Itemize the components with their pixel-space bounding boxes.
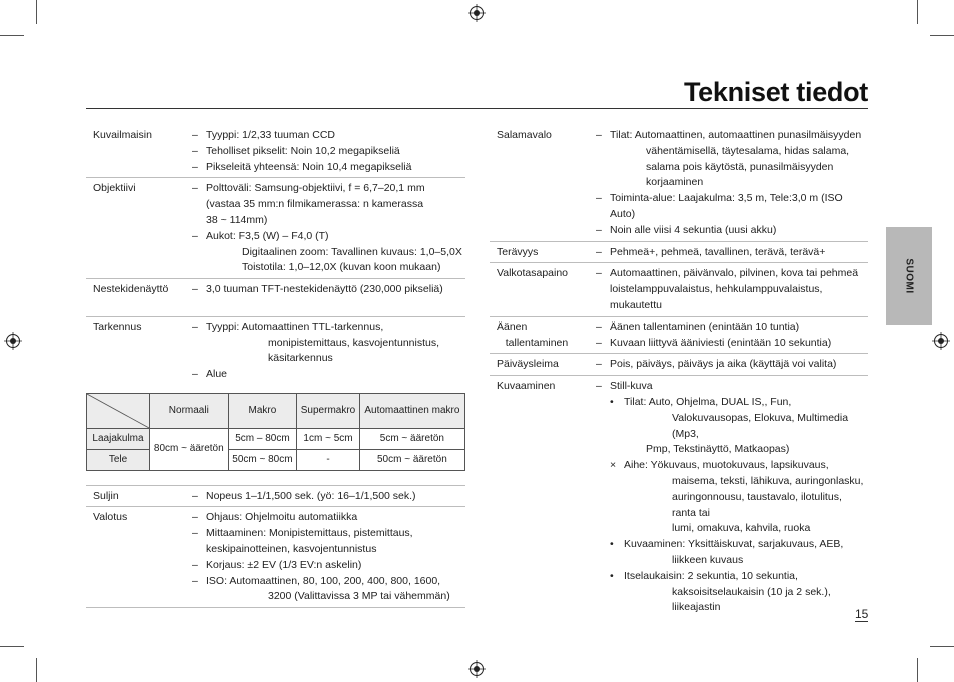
cell-normal-range: 80cm ~ ääretön [150,428,229,470]
spec-values [192,282,465,314]
side-tab-label: SUOMI [903,258,915,294]
list-marker [632,442,646,458]
list-marker: • [610,569,614,582]
spec-text: loistelamppuvalaistus, hehkulamppuvalaistus, [610,283,823,296]
list-marker: – [596,245,602,258]
spec-text: Automaattinen, päivänvalo, pilvinen, kova tai pehmeä [610,267,859,280]
list-marker: • [610,395,614,408]
spec-text: Pois, päiväys, päiväys ja aika (käyttäjä voi valita) [610,358,837,371]
spec-label: Suljin [93,489,119,502]
spec-line [596,191,868,207]
spec-line [596,357,868,373]
spec-text: Still-kuva [610,380,653,393]
spec-label: Terävyys [497,245,539,258]
spec-text: Tilat: Auto, Ohjelma, DUAL IS,, Fun, [624,395,792,408]
spec-line [596,379,868,395]
spec-values [192,320,465,383]
cell-tele-macro: 50cm ~ 80cm [228,449,297,470]
list-marker [254,336,268,352]
spec-line [192,128,465,144]
list-marker: – [596,336,602,349]
spec-text [206,298,209,314]
spec-line [596,207,868,223]
spec-line [596,266,868,282]
spec-text: keskipainotteinen, kasvojentunnistus [206,542,377,555]
crop-mark [930,646,954,647]
spec-text: Pikseleitä yhteensä: Noin 10,4 megapikseliä [206,160,412,173]
left-spec-rows-2 [86,485,465,609]
spec-row [490,354,868,376]
spec-values [596,357,868,373]
spec-label: Päiväysleima [497,358,559,371]
spec-line [192,589,465,605]
spec-text: Valokuvausopas, Elokuva, Multimedia (Mp3, [672,411,849,440]
spec-line [192,245,465,261]
spec-text: Itselaukaisin: 2 sekuntia, 10 sekuntia, [624,569,798,582]
registration-mark-icon [468,660,486,678]
spec-line [596,175,868,191]
spec-line [596,521,868,537]
cell-tele-auto: 50cm ~ ääretön [359,449,464,470]
spec-row [490,125,868,242]
spec-values [596,379,868,616]
spec-text: Noin alle viisi 4 sekuntia (uusi akku) [610,223,777,236]
spec-text: Nopeus 1–1/1,500 sek. (yö: 16–1/1,500 sek.) [206,489,416,502]
list-marker: – [596,129,602,141]
spec-values [596,128,868,239]
spec-line [192,213,465,229]
crop-mark [917,0,918,24]
spec-text: ISO: Automaattinen, 80, 100, 200, 400, 800, 1600, [206,574,441,587]
list-marker: – [192,558,198,571]
spec-line [192,336,465,352]
spec-values [192,510,465,605]
spec-line [192,574,465,590]
spec-line [192,489,465,505]
spec-text: Digitaalinen zoom: Tavallinen kuvaus: 1,0–5,0X [242,245,462,258]
header-auto-macro: Automaattinen makro [359,393,464,428]
left-spec-column [86,125,465,608]
spec-line [596,336,868,352]
spec-text: mukautettu [610,298,662,311]
spec-text: Tyyppi: 1/2,33 tuuman CCD [206,129,335,141]
list-marker: – [192,129,198,141]
spec-line [192,510,465,526]
spec-line [596,245,868,261]
spec-text: Aihe: Yökuvaus, muotokuvaus, lapsikuvaus, [624,459,829,472]
spec-text: 3200 (Valittavissa 3 MP tai vähemmän) [268,590,450,603]
page-title: Tekniset tiedot [683,77,868,107]
spec-values [596,320,868,352]
spec-line [596,458,868,474]
spec-line [192,542,465,558]
spec-text: liikeajastin [672,601,721,614]
spec-text: Korjaus: ±2 EV (1/3 EV:n askelin) [206,558,362,571]
spec-line [192,298,465,314]
list-marker [192,213,206,229]
list-marker: – [192,182,198,195]
spec-label: Tarkennus [93,320,142,333]
spec-text: maisema, teksti, lähikuva, auringonlasku, [672,474,864,487]
spec-line [192,351,465,367]
spec-text: Tyyppi: Automaattinen TTL-tarkennus, [206,320,384,333]
row-label-wide: Laajakulma [87,428,150,449]
spec-line [596,569,868,585]
left-spec-rows [86,125,465,385]
spec-text: Auto) [610,207,636,220]
spec-text: Alue [206,368,228,381]
spec-text: Toiminta-alue: Laajakulma: 3,5 m, Tele:3,0 m (ISO [610,192,843,205]
crop-mark [917,658,918,682]
spec-line [192,229,465,245]
list-marker [658,521,672,537]
list-marker: – [192,320,198,333]
spec-line [192,181,465,197]
list-marker [596,282,610,298]
list-marker [228,245,242,261]
list-marker: – [596,267,602,280]
spec-line [596,160,868,176]
cell-wide-super: 1cm ~ 5cm [297,428,360,449]
list-marker: – [596,358,602,371]
spec-row [490,317,868,355]
list-marker [658,474,672,490]
list-marker: – [192,144,198,157]
list-marker [632,175,646,191]
table-corner-cell [87,393,150,428]
row-label-tele: Tele [87,449,150,470]
spec-text: 38 ~ 114mm) [206,213,268,226]
spec-text: Kuvaan liittyvä ääniviesti (enintään 10 sekuntia) [610,336,832,349]
spec-row [86,279,465,317]
spec-text: käsitarkennus [268,352,333,365]
spec-text: Pehmeä+, pehmeä, tavallinen, terävä, terävä+ [610,245,826,258]
crop-mark [36,0,37,24]
spec-line [192,558,465,574]
spec-line [596,223,868,239]
list-marker: – [192,574,198,587]
spec-values [192,489,465,505]
spec-line [192,144,465,160]
spec-text: auringonnousu, taustavalo, ilotulitus, ranta tai [672,490,842,519]
list-marker [632,160,646,176]
spec-line [192,320,465,336]
cell-wide-macro: 5cm – 80cm [228,428,297,449]
spec-values [192,181,465,276]
spec-line [596,553,868,569]
spec-line [192,160,465,176]
spec-text: Tilat: Automaattinen, automaattinen punasilmäisyyden [610,129,862,141]
list-marker [658,553,672,569]
crop-mark [36,658,37,682]
diagonal-divider [87,394,149,428]
spec-line [192,260,465,276]
spec-text: Kuvaaminen: Yksittäiskuvat, sarjakuvaus, AEB, [624,538,844,551]
page-number: 15 [855,607,869,621]
list-marker: • [610,538,614,551]
registration-mark-icon [4,332,22,350]
spec-row [490,242,868,264]
spec-label: Objektiivi [93,182,136,195]
spec-text: (vastaa 35 mm:n filmikamerassa: n kamerassa [206,198,424,211]
cell-tele-super: - [297,449,360,470]
spec-line [192,282,465,298]
spec-text: Teholliset pikselit: Noin 10,2 megapikseliä [206,144,400,157]
spec-row [86,486,465,508]
list-marker [228,260,242,276]
focus-range-table [86,393,465,471]
spec-row [86,507,465,608]
list-marker [658,600,672,616]
right-spec-rows [490,125,868,618]
spec-text: lumi, omakuva, kahvila, ruoka [672,522,811,535]
spec-line [596,395,868,411]
spec-text: salama pois käytöstä, punasilmäisyyden [646,160,834,173]
list-marker [658,411,672,443]
spec-line [192,526,465,542]
cell-wide-auto: 5cm ~ ääretön [359,428,464,449]
spec-row [86,125,465,178]
spec-values [596,245,868,261]
spec-row [86,178,465,279]
spec-text: kaksoisitselaukaisin (10 ja 2 sek.), [672,585,831,598]
crop-mark [930,35,954,36]
list-marker [596,298,610,314]
list-marker [632,144,646,160]
spec-text: Aukot: F3,5 (W) – F4,0 (T) [206,229,329,242]
spec-text: Mittaaminen: Monipistemittaus, pistemittaus, [206,527,413,540]
spec-label: Äänen tallentaminen [497,320,569,349]
spec-label: Valkotasapaino [497,267,569,280]
list-marker [254,351,268,367]
spec-row [490,376,868,618]
language-side-tab [886,227,932,325]
crop-mark [0,35,24,36]
spec-text: liikkeen kuvaus [672,553,744,566]
list-marker [192,542,206,558]
title-rule [86,108,868,109]
spec-row [490,263,868,316]
spec-text: Pmp, Tekstinäyttö, Matkaopas) [646,443,790,456]
list-marker [658,585,672,601]
spec-line [596,411,868,443]
header-normal: Normaali [150,393,229,428]
spec-line [596,600,868,616]
registration-mark-icon [932,332,950,350]
spec-text: Polttoväli: Samsung-objektiivi, f = 6,7–20,1 mm [206,182,425,195]
spec-text: Äänen tallentaminen (enintään 10 tuntia) [610,320,800,333]
spec-line [192,367,465,383]
header-supermacro: Supermakro [297,393,360,428]
list-marker [596,207,610,223]
spec-line [596,282,868,298]
list-marker [254,589,268,605]
spec-line [596,144,868,160]
spec-line [596,128,868,144]
list-marker: – [192,527,198,540]
list-marker: – [192,283,198,296]
spec-label: Kuvaaminen [497,380,556,393]
spec-text: 3,0 tuuman TFT-nestekidenäyttö (230,000 pikseliä) [206,283,443,296]
spec-values [596,266,868,313]
spec-line [596,298,868,314]
list-marker: – [596,380,602,393]
list-marker: – [192,229,198,242]
spec-text: Toistotila: 1,0–12,0X (kuvan koon mukaan) [242,261,441,274]
list-marker: – [596,320,602,333]
spec-text: monipistemittaus, kasvojentunnistus, [268,336,439,349]
header-macro: Makro [228,393,297,428]
spec-line [596,320,868,336]
list-marker: – [192,160,198,173]
crop-mark [0,646,24,647]
spec-row [86,317,465,385]
list-marker: – [192,511,198,524]
spec-label: Valotus [93,511,128,524]
spec-text: korjaaminen [646,176,704,189]
spec-label: Salamavalo [497,129,552,141]
spec-text: vähentämisellä, täytesalama, hidas salama, [646,144,850,157]
spec-line [596,585,868,601]
spec-line [596,537,868,553]
list-marker [658,490,672,522]
list-marker: – [596,223,602,236]
spec-text: Ohjaus: Ohjelmoitu automatiikka [206,511,358,524]
list-marker [192,298,206,314]
right-spec-column [490,125,868,618]
spec-line [596,490,868,522]
spec-label: Kuvailmaisin [93,129,152,141]
spec-line [192,197,465,213]
registration-mark-icon [468,4,486,22]
list-marker: – [596,192,602,205]
list-marker: × [610,459,617,472]
spec-label: Nestekidenäyttö [93,283,169,296]
spec-line [596,474,868,490]
list-marker: – [192,489,198,502]
spec-values [192,128,465,175]
spec-line [596,442,868,458]
list-marker [192,197,206,213]
list-marker: – [192,368,198,381]
